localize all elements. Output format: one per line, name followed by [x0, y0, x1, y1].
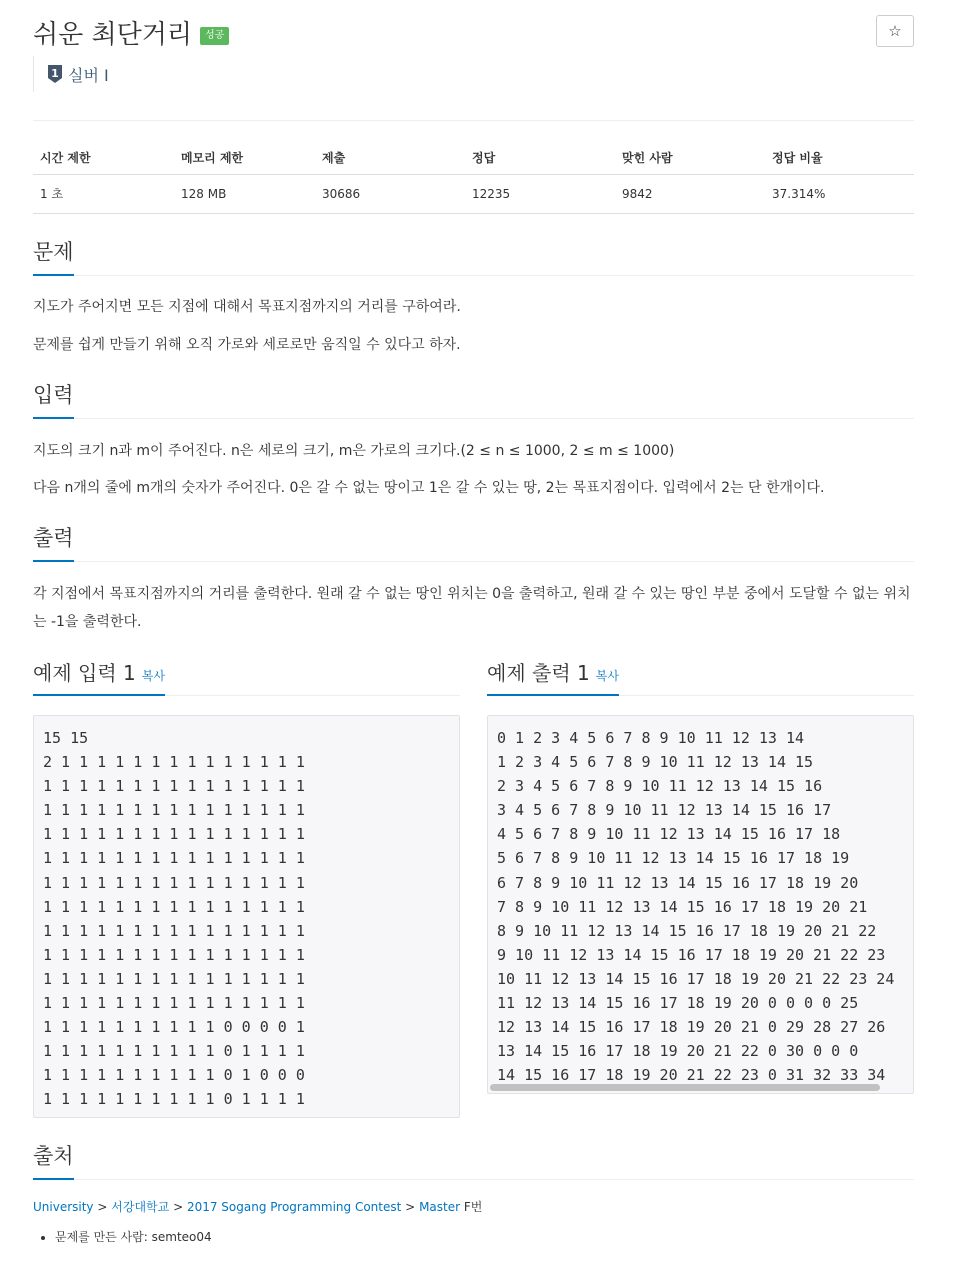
solved-users-value: 9842 [615, 175, 765, 214]
star-icon: ☆ [888, 23, 902, 40]
header-time-limit: 시간 제한 [33, 139, 174, 175]
header-memory-limit: 메모리 제한 [174, 139, 315, 175]
header-accept-ratio: 정답 비율 [765, 139, 914, 175]
problem-description-line: 문제를 쉽게 만들기 위해 오직 가로와 세로로만 움직일 수 있다고 하자. [33, 337, 461, 353]
svg-text:1: 1 [51, 67, 59, 80]
maker-label: 문제를 만든 사람: [55, 1230, 152, 1244]
sample-input-heading: 예제 입력 1 [33, 661, 136, 685]
header-solved-users: 맞힌 사람 [615, 139, 765, 175]
problem-section-header [33, 236, 914, 276]
sample-output-scrollbar[interactable] [490, 1084, 880, 1091]
problem-info-table [33, 139, 914, 214]
header-accepted: 정답 [465, 139, 615, 175]
copy-input-button[interactable]: 복사 [141, 669, 165, 683]
tier-indicator[interactable] [33, 56, 109, 92]
input-description-line: 지도의 크기 n과 m이 주어진다. n은 세로의 크기, m은 가로의 크기다.(2 ≤ n ≤ 1000, 2 ≤ m ≤ 1000) [33, 443, 675, 459]
silver-tier-icon [47, 64, 63, 84]
table-header-row [33, 139, 914, 175]
breadcrumb-problem-number: F번 [463, 1200, 483, 1214]
favorite-star-button[interactable] [876, 15, 914, 47]
problem-heading: 문제 [33, 236, 74, 276]
breadcrumb-university-link[interactable]: University [33, 1200, 94, 1214]
sample-input-box[interactable]: 15 15 2 1 1 1 1 1 1 1 1 1 1 1 1 1 1 1 1 1 1 1 1 1 1 1 1 1 1 1 1 1 1 1 1 1 1 1 1 1 1 1 1 1 1 1 1 1 1 1 1 1 1 1 1 1 1 1 1 1 1 1 1 1 1 1 1 1 1 1 1 1 1 1 1 1 1 1 1 1 1 1 1 1 1 1 1 1 1 1 1 1 1 1 1 1 1 1 1 1 1 1 1 1 1 1 1 1 1 1 1 1 1 1 1 1 1 1 1 1 1 1 1 1 1 1 1 1 1 1 1 1 1 1 1 1 1 1 1 1 1 1 1 1 1 1 1 1 1 1 1 1 1 1 1 1 1 1 1 1 1 1 1 1 1 1 1 1 1 1 1 1 1 1 1 1 1 0 0 0 0 1 1 1 1 1 1 1 1 1 1 1 0 1 1 1 1 1 1 1 1 1 1 1 1 1 1 0 1 0 0 0 1 1 1 1 1 1 1 1 1 1 0 1 1 1 1 [33, 715, 460, 1118]
header-submissions: 제출 [315, 139, 465, 175]
output-heading: 출력 [33, 522, 74, 562]
tier-label: 실버 I [68, 65, 109, 85]
breadcrumb-contest-link[interactable]: 2017 Sogang Programming Contest [186, 1200, 402, 1214]
divider [33, 120, 914, 121]
breadcrumb-division-link[interactable]: Master [419, 1200, 461, 1214]
input-heading: 입력 [33, 379, 74, 419]
submissions-value: 30686 [315, 175, 465, 214]
sample-output-header [487, 657, 914, 696]
source-heading: 출처 [33, 1140, 74, 1180]
input-section-header [33, 379, 914, 419]
input-description-line: 다음 n개의 줄에 m개의 숫자가 주어진다. 0은 갈 수 없는 땅이고 1은 갈 수 있는 땅, 2는 목표지점이다. 입력에서 2는 단 한개이다. [33, 480, 825, 496]
problem-title-row [33, 14, 229, 51]
breadcrumb: University > 서강대학교 > 2017 Sogang Programming Contest > Master F번 [33, 1200, 483, 1214]
memory-limit-value: 128 MB [174, 175, 315, 214]
breadcrumb-sogang-link[interactable]: 서강대학교 [111, 1200, 170, 1214]
list-item [55, 1228, 212, 1245]
output-section-header [33, 522, 914, 562]
table-row [33, 175, 914, 214]
page-title: 쉬운 최단거리 [33, 20, 192, 50]
accept-ratio-value: 37.314% [765, 175, 914, 214]
output-description: 각 지점에서 목표지점까지의 거리를 출력한다. 원래 갈 수 없는 땅인 위치는 0을 출력하고, 원래 갈 수 있는 땅인 부분 중에서 도달할 수 없는 위치는 -1을 출력한다. [33, 586, 911, 630]
status-badge: 성공 [200, 27, 229, 45]
problem-description-line: 지도가 주어지면 모든 지점에 대해서 목표지점까지의 거리를 구하여라. [33, 299, 461, 315]
accepted-value: 12235 [465, 175, 615, 214]
sample-output-heading: 예제 출력 1 [487, 661, 590, 685]
problem-credits [55, 1228, 212, 1245]
maker-user-link[interactable]: semteo04 [151, 1230, 212, 1244]
sample-input-header [33, 657, 460, 696]
sample-output-box[interactable]: 0 1 2 3 4 5 6 7 8 9 10 11 12 13 14 1 2 3 4 5 6 7 8 9 10 11 12 13 14 15 2 3 4 5 6 7 8 9 10 11 12 13 14 15 16 3 4 5 6 7 8 9 10 11 12 13 14 15 16 17 4 5 6 7 8 9 10 11 12 13 14 15 16 17 18 5 6 7 8 9 10 11 12 13 14 15 16 17 18 19 6 7 8 9 10 11 12 13 14 15 16 17 18 19 20 7 8 9 10 11 12 13 14 15 16 17 18 19 20 21 8 9 10 11 12 13 14 15 16 17 18 19 20 21 22 9 10 11 12 13 14 15 16 17 18 19 20 21 22 23 10 11 12 13 14 15 16 17 18 19 20 21 22 23 24 11 12 13 14 15 16 17 18 19 20 0 0 0 0 25 12 13 14 15 16 17 18 19 20 21 0 29 28 27 26 13 14 15 16 17 18 19 20 21 22 0 30 0 0 0 14 15 16 17 18 19 20 21 22 23 0 31 32 33 34 [487, 715, 914, 1094]
time-limit-value: 1 초 [33, 175, 174, 214]
copy-output-button[interactable]: 복사 [595, 669, 619, 683]
source-section-header [33, 1140, 914, 1180]
